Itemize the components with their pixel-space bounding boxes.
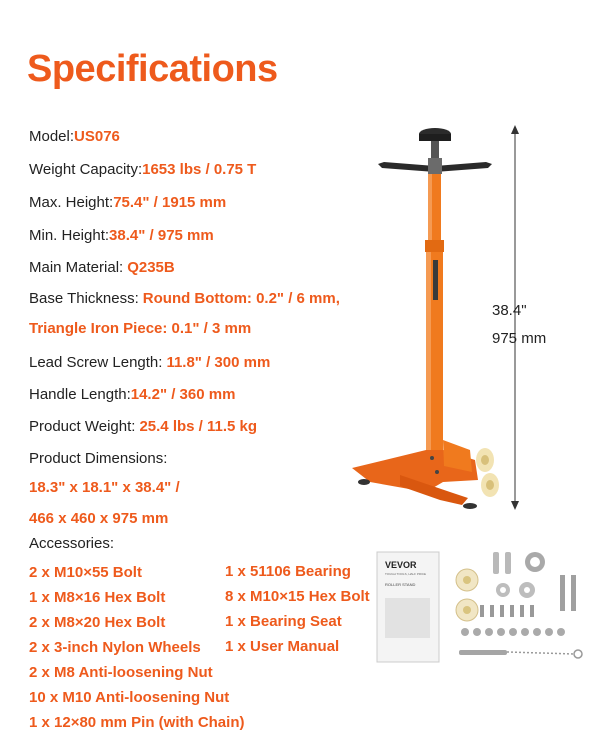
accessory-item: 2 x 3-inch Nylon Wheels	[29, 639, 201, 656]
spec-value: US076	[74, 128, 120, 145]
accessory-item: 1 x 12×80 mm Pin (with Chain)	[29, 714, 245, 731]
spec-value: 25.4 lbs / 11.5 kg	[139, 418, 258, 435]
accessory-item: 2 x M8 Anti-loosening Nut	[29, 664, 213, 681]
accessory-item: 2 x M8×20 Hex Bolt	[29, 614, 166, 631]
page-title: Specifications	[27, 48, 278, 90]
accessory-item: 1 x 51106 Bearing	[225, 563, 351, 580]
spec-value: 75.4" / 1915 mm	[113, 194, 227, 211]
accessory-item: 1 x Bearing Seat	[225, 613, 342, 630]
spec-label: Product Dimensions:	[29, 450, 168, 467]
spec-weight-capacity	[29, 161, 256, 178]
spec-label: Product Weight:	[29, 418, 136, 435]
spec-value: Q235B	[127, 259, 175, 276]
spec-label: Handle Length:	[29, 386, 131, 403]
accessory-item: 8 x M10×15 Hex Bolt	[225, 588, 370, 605]
spec-min-height	[29, 227, 214, 244]
spec-value: Round Bottom: 0.2" / 6 mm,	[142, 290, 340, 307]
spec-label: Main Material:	[29, 259, 124, 276]
spec-value: 1653 lbs / 0.75 T	[142, 161, 257, 178]
spec-product-weight	[29, 418, 257, 435]
roller-stand-illustration	[340, 120, 510, 520]
spec-handle-length	[29, 386, 235, 403]
accessory-item: 2 x M10×55 Bolt	[29, 564, 142, 581]
dimension-inches: 38.4"	[492, 302, 527, 319]
manual-brand: VEVOR	[385, 560, 417, 570]
spec-label: Model:	[29, 128, 75, 145]
spec-model	[29, 128, 120, 145]
spec-lead-screw-length	[29, 354, 270, 371]
accessories-kit-illustration	[375, 550, 590, 670]
spec-label: Lead Screw Length:	[29, 354, 163, 371]
manual-tagline: TOUGH TOOLS, HALF PRICE	[385, 572, 427, 576]
spec-value: 11.8" / 300 mm	[166, 354, 271, 371]
accessory-item: 1 x M8×16 Hex Bolt	[29, 589, 166, 606]
spec-base-thickness-cont: Triangle Iron Piece: 0.1" / 3 mm	[29, 320, 252, 337]
spec-label: Max. Height:	[29, 194, 114, 211]
spec-main-material	[29, 259, 175, 276]
accessory-item: 1 x User Manual	[225, 638, 340, 655]
manual-doc-title: ROLLER STAND	[385, 582, 416, 587]
spec-base-thickness	[29, 290, 340, 307]
spec-product-dimensions-value-mm: 466 x 460 x 975 mm	[29, 510, 169, 527]
spec-product-dimensions-value: 18.3" x 18.1" x 38.4" /	[29, 479, 180, 496]
spec-label: Weight Capacity:	[29, 161, 143, 178]
spec-value: 14.2" / 360 mm	[130, 386, 236, 403]
spec-value: 38.4" / 975 mm	[109, 227, 214, 244]
spec-label: Base Thickness:	[29, 290, 139, 307]
spec-label: Min. Height:	[29, 227, 110, 244]
accessories-title: Accessories:	[29, 535, 115, 552]
dimension-mm: 975 mm	[492, 330, 547, 347]
spec-max-height	[29, 194, 226, 211]
accessory-item: 10 x M10 Anti-loosening Nut	[29, 689, 230, 706]
spec-product-dimensions	[29, 450, 167, 467]
